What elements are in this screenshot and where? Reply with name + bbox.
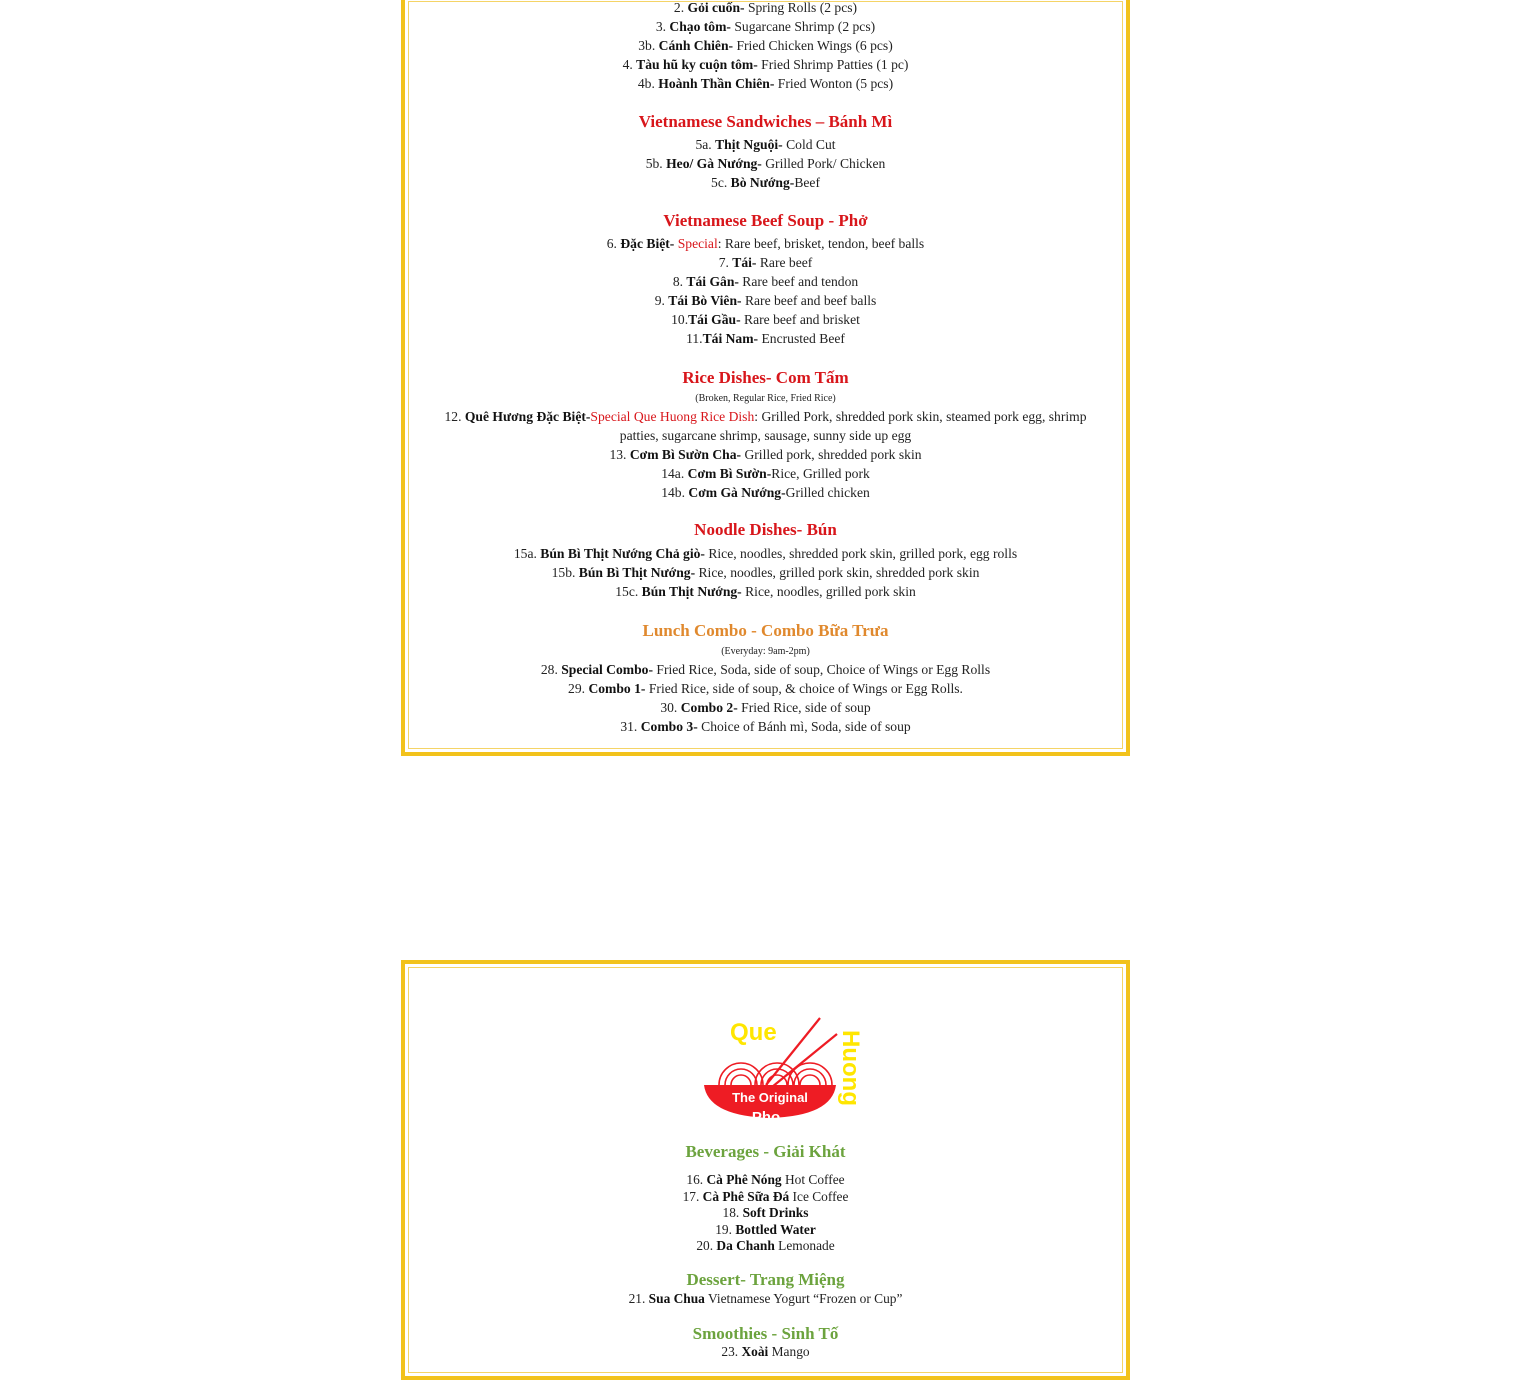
menu-item: 8. Tái Gân- Rare beef and tendon — [672, 274, 859, 289]
section-heading-pho: Vietnamese Beef Soup - Phở — [663, 211, 868, 230]
menu-item: 7. Tái- Rare beef — [718, 255, 813, 270]
menu-page-1 — [401, 0, 1130, 756]
section-heading-beverages: Beverages - Giải Khát — [685, 1142, 846, 1161]
menu-item-special-cont: patties, sugarcane shrimp, sausage, sunny side up egg — [619, 428, 912, 443]
menu-item: 29. Combo 1- Fried Rice, side of soup, & choice of Wings or Egg Rolls. — [568, 681, 963, 696]
menu-item: 5c. Bò Nướng-Beef — [711, 175, 820, 190]
menu-item: 17. Cà Phê Sữa Đá Ice Coffee — [682, 1188, 849, 1204]
logo-bowl-text-2: Pho — [751, 1109, 781, 1126]
menu-item: 31. Combo 3- Choice of Bánh mì, Soda, side of soup — [620, 719, 911, 734]
menu-item: 9. Tái Bò Viên- Rare beef and beef balls — [654, 293, 877, 308]
menu-item: 14a. Cơm Bì Sườn-Rice, Grilled pork — [661, 466, 870, 481]
section-heading-dessert: Dessert- Trang Miệng — [686, 1270, 845, 1289]
logo-huong-text: Huong — [837, 1030, 864, 1106]
menu-item: 30. Combo 2- Fried Rice, side of soup — [660, 700, 871, 715]
menu-item: 2. Gỏi cuốn- Spring Rolls (2 pcs) — [673, 0, 858, 15]
section-heading-rice: Rice Dishes- Com Tấm — [682, 368, 849, 387]
menu-item: 3. Chạo tôm- Sugarcane Shrimp (2 pcs) — [655, 19, 876, 34]
menu-item: 10.Tái Gầu- Rare beef and brisket — [671, 312, 860, 327]
section-note: (Broken, Regular Rice, Fried Rice) — [695, 393, 836, 404]
menu-item: 5a. Thịt Nguội- Cold Cut — [695, 137, 836, 152]
section-heading-lunch: Lunch Combo - Combo Bữa Trưa — [642, 621, 889, 640]
menu-item: 5b. Heo/ Gà Nướng- Grilled Pork/ Chicken — [645, 156, 886, 171]
menu-page-2 — [401, 960, 1130, 1380]
menu-item: 28. Special Combo- Fried Rice, Soda, side of soup, Choice of Wings or Egg Rolls — [540, 662, 991, 677]
menu-item: 15b. Bún Bì Thịt Nướng- Rice, noodles, grilled pork skin, shredded pork skin — [551, 565, 980, 580]
menu-item: 11.Tái Nam- Encrusted Beef — [686, 331, 845, 346]
logo-bowl-text: The Original — [732, 1090, 808, 1105]
menu-item: 19. Bottled Water — [715, 1221, 816, 1237]
section-heading-sandwiches: Vietnamese Sandwiches – Bánh Mì — [638, 112, 893, 131]
section-heading-noodles: Noodle Dishes- Bún — [694, 520, 837, 539]
menu-item: 16. Cà Phê Nóng Hot Coffee — [686, 1172, 845, 1187]
menu-item: 4. Tàu hũ ky cuộn tôm- Fried Shrimp Patties (1 pc) — [622, 57, 909, 72]
section-note: (Everyday: 9am-2pm) — [721, 646, 810, 657]
logo-que-text: Que — [730, 1019, 777, 1046]
menu-item: 20. Da Chanh Lemonade — [696, 1238, 835, 1253]
menu-item: 21. Sua Chua Vietnamese Yogurt “Frozen or Cup” — [628, 1291, 903, 1306]
menu-item: 18. Soft Drinks — [722, 1205, 809, 1220]
menu-item-special: 6. Đặc Biệt- Special: Rare beef, brisket, tendon, beef balls — [606, 236, 925, 251]
chopstick-icon — [772, 1034, 837, 1087]
que-huong-logo — [700, 1010, 880, 1130]
menu-item: 4b. Hoành Thần Chiên- Fried Wonton (5 pcs) — [637, 76, 894, 91]
section-heading-smoothies: Smoothies - Sinh Tố — [692, 1324, 839, 1343]
menu-item: 15c. Bún Thịt Nướng- Rice, noodles, grilled pork skin — [615, 584, 916, 599]
menu-item: 3b. Cánh Chiên- Fried Chicken Wings (6 pcs) — [638, 38, 893, 53]
menu-item: 23. Xoài Mango — [721, 1344, 810, 1359]
menu-item: 15a. Bún Bì Thịt Nướng Chả giò- Rice, noodles, shredded pork skin, grilled pork, egg rolls — [513, 546, 1018, 561]
menu-item: 14b. Cơm Gà Nướng-Grilled chicken — [661, 485, 870, 500]
menu-item-special: 12. Quê Hương Đặc Biệt-Special Que Huong Rice Dish: Grilled Pork, shredded pork skin, steamed pork egg, shrimp — [444, 409, 1087, 424]
menu-item: 13. Cơm Bì Sườn Cha- Grilled pork, shredded pork skin — [609, 447, 922, 462]
